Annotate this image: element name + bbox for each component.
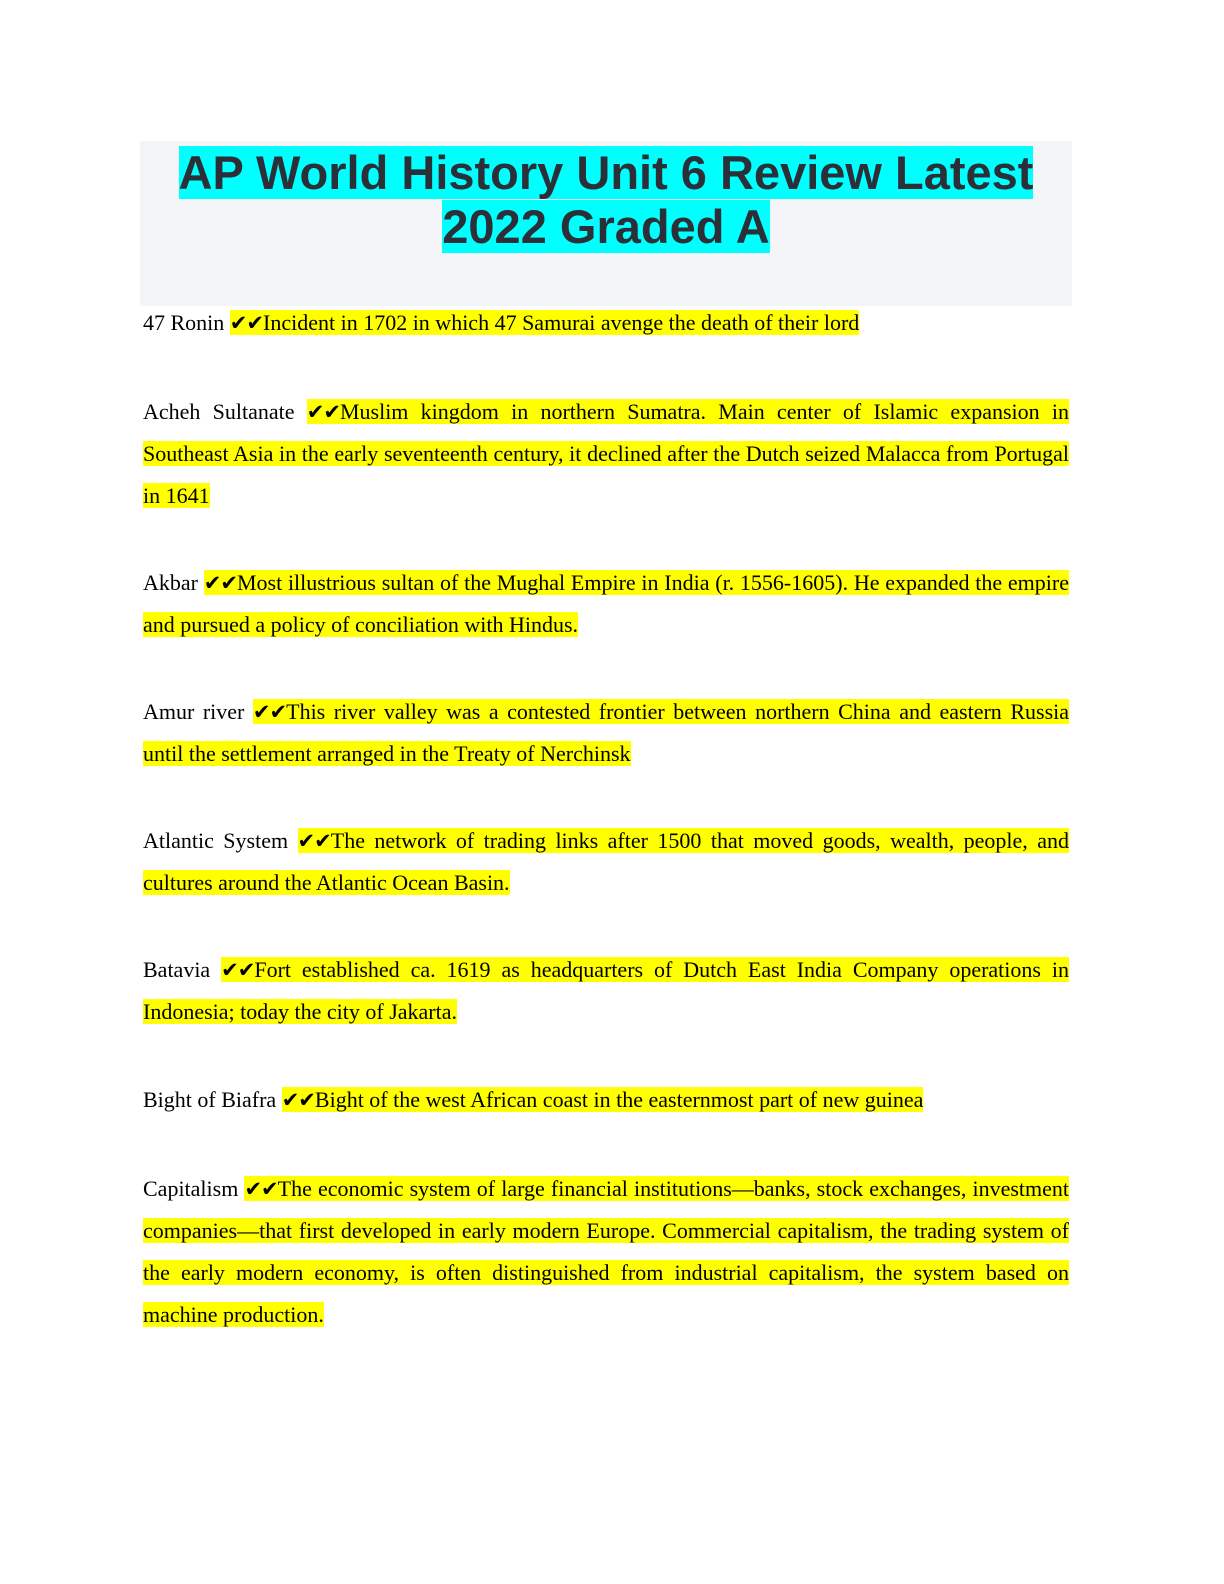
check-mark-icon: ✔✔ [203, 571, 237, 595]
page-title-line-2: 2022 Graded A [442, 200, 770, 253]
entry-definition: Muslim kingdom in northern Sumatra. Main center of Islamic expansion in Southeast Asia in the early seventeenth century, it declined after the Dutch seized Malacca from Portugal in 1641 [143, 399, 1069, 508]
entry-bight-of-biafra [143, 1079, 1069, 1121]
entry-batavia [143, 949, 1069, 1033]
page-title-line-1: AP World History Unit 6 Review Latest [178, 146, 1034, 199]
page-title [140, 141, 1072, 254]
entry-acheh-sultanate [143, 391, 1069, 517]
entry-akbar [143, 562, 1069, 646]
entry-capitalism [143, 1168, 1069, 1336]
entry-term: Capitalism [143, 1176, 239, 1201]
entry-term: Amur river [143, 699, 245, 724]
entry-amur-river [143, 691, 1069, 775]
entry-definition: The network of trading links after 1500 that moved goods, wealth, people, and cultures around the Atlantic Ocean Basin. [143, 828, 1070, 895]
entry-definition: This river valley was a contested frontier between northern China and eastern Russia until the settlement arranged in the Treaty of Nerchinsk [143, 699, 1070, 766]
entry-term: 47 Ronin [143, 310, 225, 335]
entry-definition: Most illustrious sultan of the Mughal Empire in India (r. 1556-1605). He expanded the empire and pursued a policy of conciliation with Hindus. [143, 570, 1069, 637]
entry-term: Batavia [143, 957, 211, 982]
entry-term: Atlantic System [143, 828, 289, 853]
entry-definition: Bight of the west African coast in the easternmost part of new guinea [314, 1087, 924, 1112]
entry-term: Bight of Biafra [143, 1087, 277, 1112]
check-mark-icon: ✔✔ [297, 829, 331, 853]
check-mark-icon: ✔✔ [244, 1177, 278, 1201]
entry-47-ronin [143, 302, 1069, 344]
check-mark-icon: ✔✔ [306, 400, 340, 424]
entry-atlantic-system [143, 820, 1069, 904]
entry-definition: Incident in 1702 in which 47 Samurai avenge the death of their lord [263, 310, 860, 335]
check-mark-icon: ✔✔ [229, 311, 263, 335]
entry-definition: Fort established ca. 1619 as headquarters of Dutch East India Company operations in Indonesia; today the city of Jakarta. [143, 957, 1069, 1024]
check-mark-icon: ✔✔ [252, 700, 287, 724]
entry-definition: The economic system of large financial institutions—banks, stock exchanges, investment companies—that first developed in early modern Europe. Commercial capitalism, the trading system of the early modern economy, is often distinguished from industrial capitalism, the system based on machine production. [143, 1176, 1069, 1327]
entry-term: Akbar [143, 570, 198, 595]
check-mark-icon: ✔✔ [281, 1088, 315, 1112]
title-block [140, 141, 1072, 306]
entry-term: Acheh Sultanate [143, 399, 295, 424]
check-mark-icon: ✔✔ [221, 958, 255, 982]
